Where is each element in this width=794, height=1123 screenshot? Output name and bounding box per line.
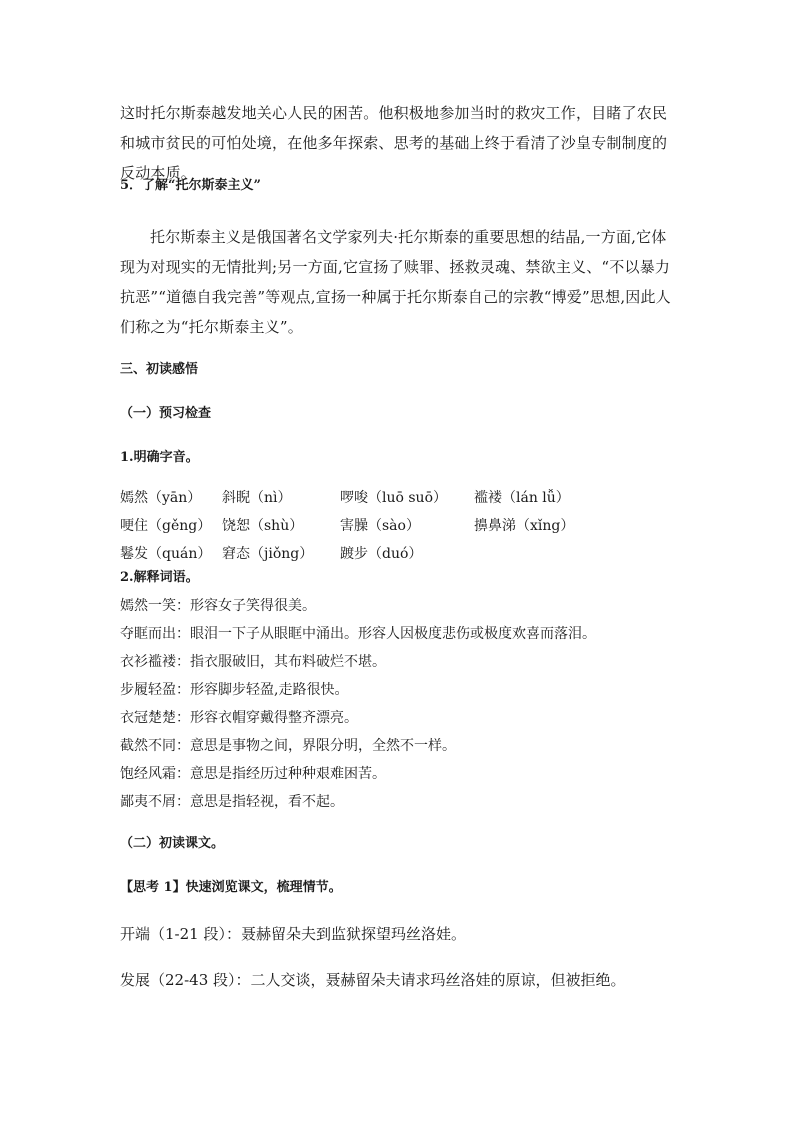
vocab-list <box>120 592 678 816</box>
vocab-item: 嫣然一笑：形容女子笑得很美。 <box>120 598 316 614</box>
pronunciation-item: 褴褛（lán lǚ） <box>474 490 570 506</box>
preview-heading: （一）预习检查 <box>120 406 212 421</box>
vocab-item: 步履轻盈：形容脚步轻盈,走路很快。 <box>120 682 349 698</box>
pronunciation-item: 哽住（gěng） <box>120 518 212 534</box>
vocab-item: 饱经风霜：意思是指经历过种种艰难困苦。 <box>120 766 386 782</box>
section3-heading: 三、初读感悟 <box>120 362 199 377</box>
pronunciation-item: 饶恕（shù） <box>222 518 304 534</box>
plot-start-line: 开端（1-21 段）：聂赫留朵夫到监狱探望玛丝洛娃。 <box>120 925 466 943</box>
pronunciation-heading: 1.明确字音。 <box>120 450 199 465</box>
vocab-item: 鄙夷不屑：意思是指轻视，看不起。 <box>120 794 344 810</box>
vocab-heading: 2.解释词语。 <box>120 570 199 585</box>
section5-paragraph: 托尔斯泰主义是俄国著名文学家列夫·托尔斯泰的重要思想的结晶,一方面,它体现为对现实的无情批判;另一方面,它宣扬了赎罪、拯救灵魂、禁欲主义、“不以暴力抗恶”“道德自我完善”等观点,宣扬一种属于托尔斯泰自己的宗教“博爱”思想,因此人们称之为“托尔斯泰主义”。 <box>120 228 671 336</box>
vocab-item: 截然不同：意思是事物之间，界限分明，全然不一样。 <box>120 738 456 754</box>
pronunciation-grid <box>120 484 660 568</box>
intro-paragraph: 这时托尔斯泰越发地关心人民的困苦。他积极地参加当时的救灾工作，目睹了农民和城市贫民的可怕处境，在他多年探索、思考的基础上终于看清了沙皇专制制度的反动本质。 <box>120 104 668 182</box>
pronunciation-item: 鬈发（quán） <box>120 546 212 562</box>
vocab-item: 衣冠楚楚：形容衣帽穿戴得整齐漂亮。 <box>120 710 358 726</box>
section5-heading: 5．了解“托尔斯泰主义” <box>120 178 262 193</box>
pronunciation-item: 踱步（duó） <box>340 546 423 562</box>
initial-reading-heading: （二）初读课文。 <box>120 836 225 851</box>
pronunciation-item: 斜睨（nì） <box>222 490 292 506</box>
vocab-item: 夺眶而出：眼泪一下子从眼眶中涌出。形容人因极度悲伤或极度欢喜而落泪。 <box>120 626 596 642</box>
pronunciation-item: 擤鼻涕（xǐng） <box>474 518 575 534</box>
pronunciation-item: 窘态（jiǒng） <box>222 546 314 562</box>
think-question-heading: 【思考 1】快速浏览课文，梳理情节。 <box>120 880 342 895</box>
plot-development-line: 发展（22-43 段）：二人交谈，聂赫留朵夫请求玛丝洛娃的原谅，但被拒绝。 <box>120 971 626 989</box>
pronunciation-item: 啰唆（luō suō） <box>340 490 448 506</box>
vocab-item: 衣衫褴褛：指衣服破旧，其布料破烂不堪。 <box>120 654 386 670</box>
pronunciation-item: 嫣然（yān） <box>120 490 202 506</box>
pronunciation-item: 害臊（sào） <box>340 518 420 534</box>
